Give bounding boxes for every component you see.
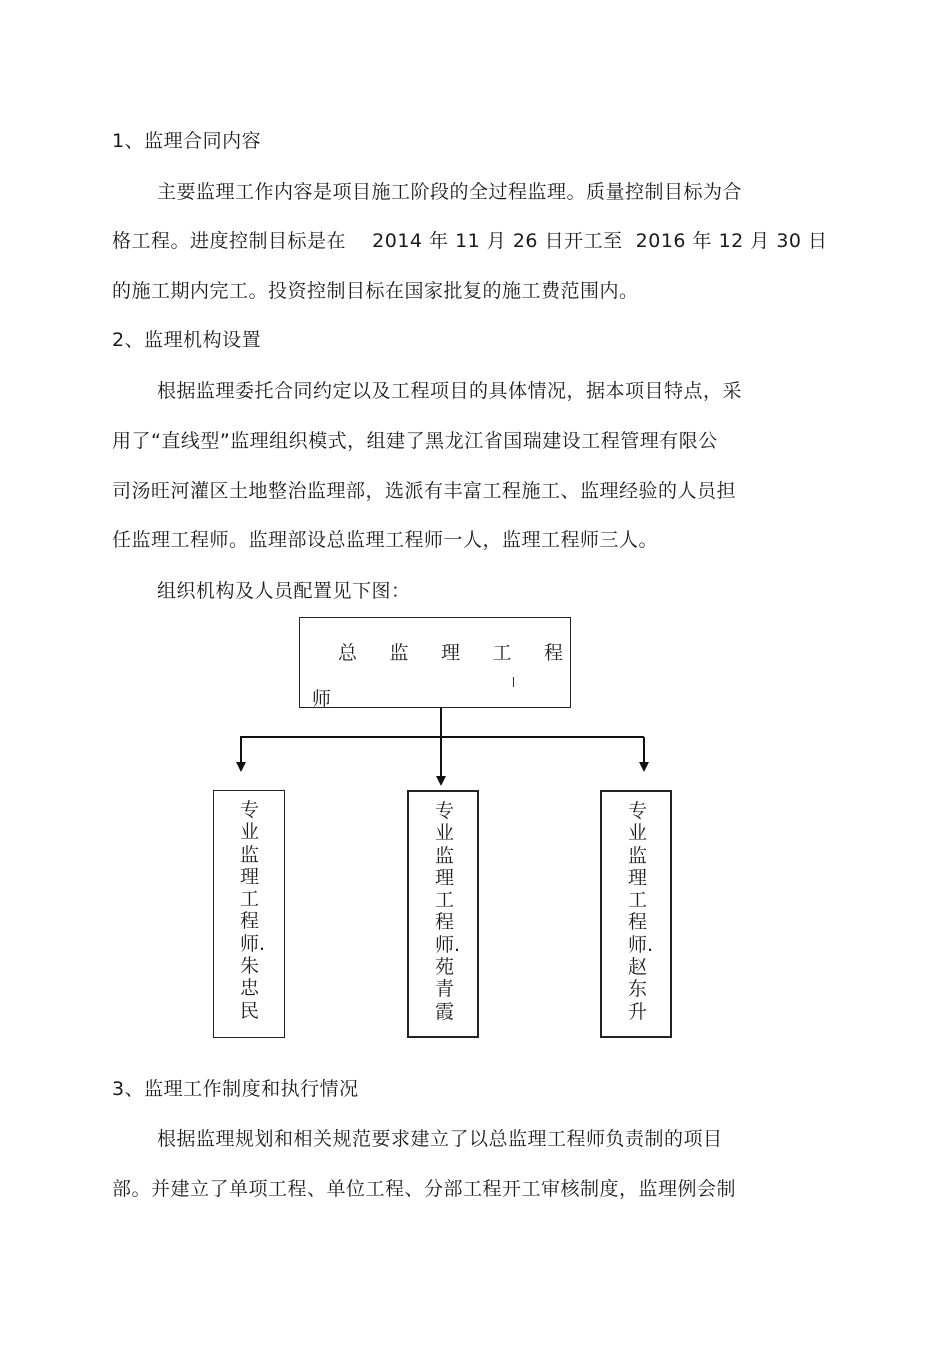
arrow-right bbox=[639, 762, 649, 772]
section-2-heading: 2、监理机构设置 bbox=[112, 329, 262, 351]
engineer-label: 专业监理工程师.赵东升 bbox=[628, 800, 654, 1023]
chief-title-char: 工 bbox=[492, 642, 512, 664]
section-1-heading: 1、监理合同内容 bbox=[112, 130, 262, 152]
chief-engineer-box bbox=[299, 617, 571, 708]
section-2-paragraph-line: 用了“直线型”监理组织模式，组建了黑龙江省国瑞建设工程管理有限公 bbox=[112, 430, 718, 452]
section-3-paragraph-line: 根据监理规划和相关规范要求建立了以总监理工程师负责制的项目 bbox=[157, 1128, 723, 1150]
section-1-paragraph-line: 的施工期内完工。投资控制目标在国家批复的施工费范围内。 bbox=[112, 280, 639, 302]
engineer-label: 专业监理工程师.朱忠民 bbox=[240, 799, 266, 1022]
chart-caption: 组织机构及人员配置见下图： bbox=[157, 580, 411, 602]
chief-title-char: 理 bbox=[440, 642, 460, 664]
section-3-heading: 3、监理工作制度和执行情况 bbox=[112, 1078, 359, 1100]
text-cursor-mark bbox=[513, 677, 514, 687]
section-2-paragraph-line: 任监理工程师。监理部设总监理工程师一人，监理工程师三人。 bbox=[112, 529, 659, 551]
chief-title-tail: 师 bbox=[312, 688, 332, 710]
section-3-paragraph-line: 部。并建立了单项工程、单位工程、分部工程开工审核制度，监理例会制 bbox=[112, 1178, 737, 1200]
section-2-paragraph-line: 司汤旺河灌区土地整治监理部，选派有丰富工程施工、监理经验的人员担 bbox=[112, 480, 737, 502]
arrow-left bbox=[236, 762, 246, 772]
engineer-box-middle bbox=[407, 790, 479, 1038]
arrow-mid bbox=[436, 776, 446, 786]
engineer-box-left bbox=[213, 790, 285, 1038]
section-1-paragraph-line: 格工程。进度控制目标是在 2014 年 11 月 26 日开工至 2016 年 12 月 30 日 bbox=[112, 230, 828, 252]
section-2-paragraph-line: 根据监理委托合同约定以及工程项目的具体情况，据本项目特点，采 bbox=[157, 380, 743, 402]
chief-engineer-title bbox=[338, 638, 563, 665]
engineer-label: 专业监理工程师.苑青霞 bbox=[435, 800, 461, 1023]
section-1-paragraph-line: 主要监理工作内容是项目施工阶段的全过程监理。质量控制目标为合 bbox=[157, 181, 743, 203]
chief-title-char: 总 bbox=[338, 642, 358, 664]
chief-title-char: 监 bbox=[389, 642, 409, 664]
chief-title-char: 程 bbox=[543, 642, 563, 664]
engineer-box-right bbox=[600, 790, 672, 1038]
